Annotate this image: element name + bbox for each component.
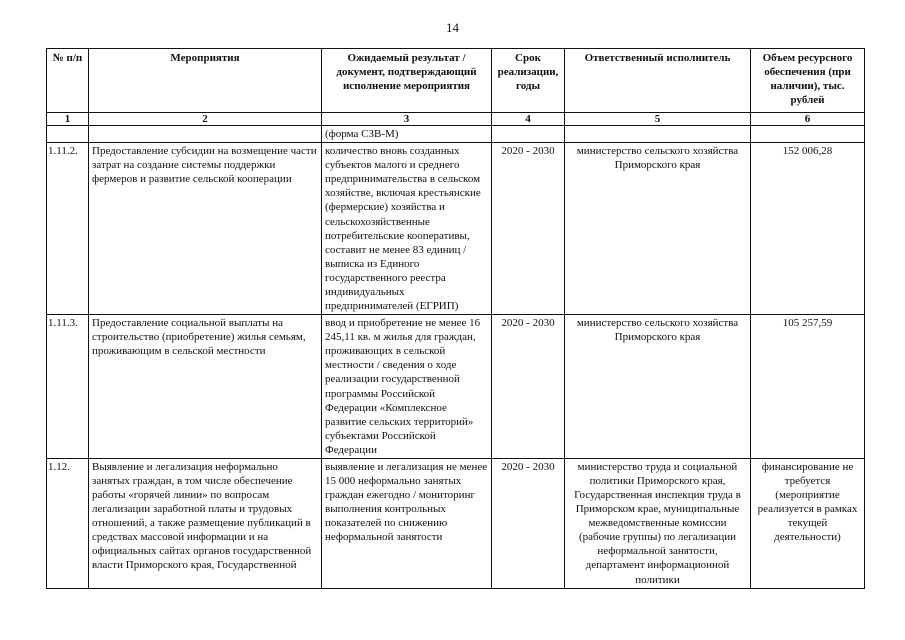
row-number: 1.11.2. <box>47 143 89 315</box>
continuation-row <box>47 126 865 143</box>
header-row <box>47 49 865 113</box>
header-activity: Мероприятия <box>89 49 322 113</box>
row-number: 1.12. <box>47 458 89 588</box>
column-number: 1 <box>47 113 89 126</box>
header-executor: Ответственный исполнитель <box>565 49 751 113</box>
column-number: 6 <box>751 113 865 126</box>
row-activity: Предоставление субсидии на возмещение части затрат на создание системы поддержки фермеров и развитие сельской кооперации <box>89 143 322 315</box>
row-executor: министерство труда и социальной политики Приморского края, Государственная инспекция труда в Приморском крае, муниципальные межведомственные комиссии (рабочие группы) по легализации неформальной занятости, департамент информационной политики <box>565 458 751 588</box>
row-executor: министерство сельского хозяйства Приморского края <box>565 315 751 459</box>
row-funding: финансирование не требуется (мероприятие реализуется в рамках текущей деятельности) <box>751 458 865 588</box>
row-executor: министерство сельского хозяйства Приморского края <box>565 143 751 315</box>
table-row <box>47 143 865 315</box>
row-result: ввод и приобретение не менее 16 245,11 кв. м жилья для граждан, проживающих в сельской местности / сведения о ходе реализации государственной программы Российской Федерации «Комплексное развитие сельских территорий» субъектами Российской Федерации <box>322 315 492 459</box>
column-number: 2 <box>89 113 322 126</box>
row-activity: Выявление и легализация неформально занятых граждан, в том числе обеспечение работы «горячей линии» по вопросам легализации заработной платы и трудовых отношений, а также размещение публикаций в средствах массовой информации и на официальных сайтах органов государственной власти Приморского края, Государственной <box>89 458 322 588</box>
row-term: 2020 - 2030 <box>492 458 565 588</box>
row-funding: 105 257,59 <box>751 315 865 459</box>
activities-table <box>46 48 865 589</box>
row-funding: 152 006,28 <box>751 143 865 315</box>
table-row <box>47 458 865 588</box>
header-term: Срок реализации, годы <box>492 49 565 113</box>
row-term: 2020 - 2030 <box>492 315 565 459</box>
column-number: 3 <box>322 113 492 126</box>
row-result: выявление и легализация не менее 15 000 неформально занятых граждан ежегодно / мониторинг выполнения контрольных показателей по снижению неформальной занятости <box>322 458 492 588</box>
column-numbers-row <box>47 113 865 126</box>
continuation-text: (форма СЗВ-М) <box>322 126 492 143</box>
row-result: количество вновь созданных субъектов малого и среднего предпринимательства в сельском хозяйстве, включая крестьянские (фермерские) хозяйства и сельскохозяйственные потребительские кооперативы, составит не менее 83 единиц / выписка из Единого государственного реестра индивидуальных предпринимателей (ЕГРИП) <box>322 143 492 315</box>
header-num: № п/п <box>47 49 89 113</box>
page-number: 14 <box>446 20 459 35</box>
column-number: 5 <box>565 113 751 126</box>
row-number: 1.11.3. <box>47 315 89 459</box>
header-result: Ожидаемый результат / документ, подтверждающий исполнение мероприятия <box>322 49 492 113</box>
row-activity: Предоставление социальной выплаты на строительство (приобретение) жилья семьям, проживающим в сельской местности <box>89 315 322 459</box>
row-term: 2020 - 2030 <box>492 143 565 315</box>
table-row <box>47 315 865 459</box>
header-funding: Объем ресурсного обеспечения (при наличии), тыс. рублей <box>751 49 865 113</box>
column-number: 4 <box>492 113 565 126</box>
